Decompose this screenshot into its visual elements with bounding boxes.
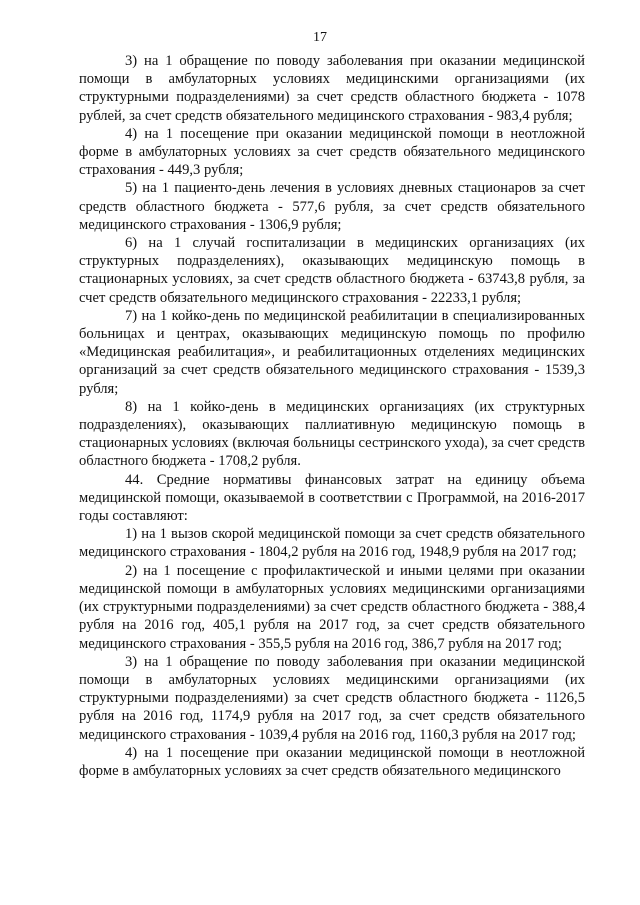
page-number: 17: [313, 30, 327, 45]
paragraph-item-6-2015: 6) на 1 случай госпитализации в медицинских организациях (их структурных подразделениях), оказывающих медицинскую помощь в стационарных условиях, за счет средств областного бюджета - 63743,8 рубля, за счет средств обязательного медицинского страхования - 22233,1 рубля;: [79, 235, 585, 306]
paragraph-item-3-2016: 3) на 1 обращение по поводу заболевания при оказании медицинской помощи в амбулаторных условиях медицинскими организациями (их структурными подразделениями) за счет средств областного бюджета - 1126,5 рубля на 2016 год, 1174,9 рубля на 2017 год, за счет средств обязательного медицинского страхования - 1039,4 рубля на 2016 год, 1160,3 рубля на 2017 год;: [79, 653, 585, 743]
paragraph-item-1-2016: 1) на 1 вызов скорой медицинской помощи за счет средств обязательного медицинского страхования - 1804,2 рубля на 2016 год, 1948,9 рубля на 2017 год;: [79, 526, 585, 561]
paragraph-item-7-2015: 7) на 1 койко-день по медицинской реабилитации в специализированных больницах и центрах, оказывающих медицинскую помощь по профилю «Медицинская реабилитация», и реабилитационных отделениях медицинских организаций за счет средств обязательного медицинского страхования - 1539,3 рубля;: [79, 307, 585, 397]
paragraph-section-44: 44. Средние нормативы финансовых затрат на единицу объема медицинской помощи, оказываемой в соответствии с Программой, на 2016-2017 годы составляют:: [79, 471, 585, 525]
paragraph-item-5-2015: 5) на 1 пациенто-день лечения в условиях дневных стационаров за счет средств областного бюджета - 577,6 рубля, за счет средств обязательного медицинского страхования - 1306,9 рубля;: [79, 180, 585, 233]
document-body: [79, 52, 585, 780]
paragraph-item-4-2015: 4) на 1 посещение при оказании медицинской помощи в неотложной форме в амбулаторных условиях за счет средств обязательного медицинского страхования - 449,3 рубля;: [79, 125, 585, 179]
paragraph-item-4-2016: 4) на 1 посещение при оказании медицинской помощи в неотложной форме в амбулаторных условиях за счет средств обязательного медицинского: [79, 744, 585, 779]
paragraph-item-2-2016: 2) на 1 посещение с профилактической и иными целями при оказании медицинской помощи в амбулаторных условиях медицинскими организациями (их структурными подразделениями) за счет средств областного бюджета - 388,4 рубля на 2016 год, 405,1 рубля на 2017 год, за счет средств обязательного медицинского страхования - 355,5 рубля на 2016 год, 386,7 рубля на 2017 год;: [79, 562, 585, 652]
paragraph-item-8-2015: 8) на 1 койко-день в медицинских организациях (их структурных подразделениях), оказывающих паллиативную медицинскую помощь в стационарных условиях (включая больницы сестринского ухода), за счет средств областного бюджета - 1708,2 рубля.: [79, 398, 585, 470]
paragraph-item-3-2015: 3) на 1 обращение по поводу заболевания при оказании медицинской помощи в амбулаторных условиях медицинскими организациями (их структурными подразделениями) за счет средств областного бюджета - 1078 рублей, за счет средств обязательного медицинского страхования - 983,4 рубля;: [79, 53, 585, 124]
